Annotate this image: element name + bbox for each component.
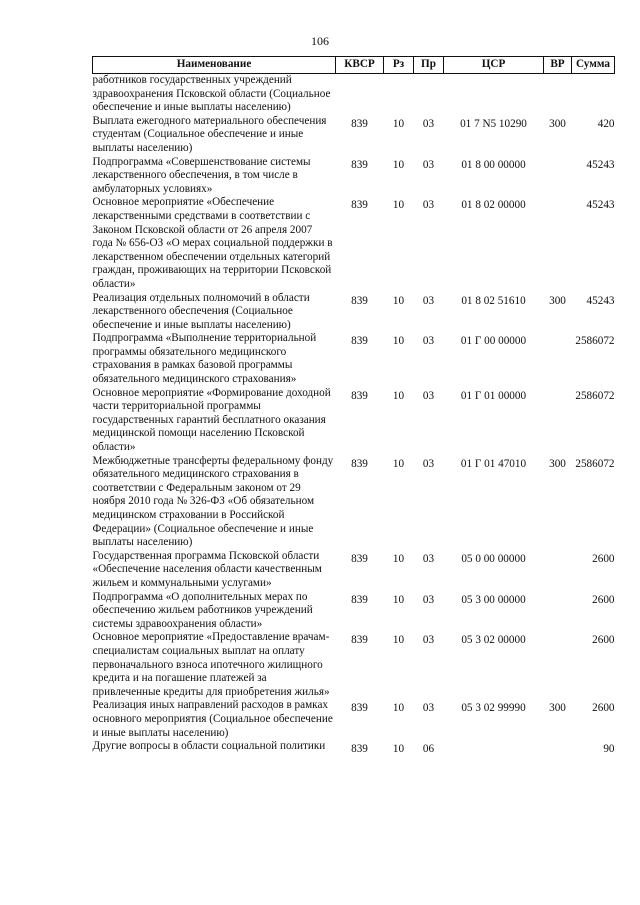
table-row (93, 156, 615, 197)
row-rz: 10 (392, 702, 405, 715)
row-sum: 420 (597, 117, 615, 130)
row-name: Другие вопросы в области социальной политики (92, 740, 326, 753)
row-kvsr (336, 74, 384, 115)
row-sum: 2586072 (575, 457, 615, 470)
header-vr: ВР (544, 57, 572, 74)
row-kvsr: 839 (351, 199, 368, 212)
row-rz: 10 (392, 294, 405, 307)
header-rz: Рз (384, 57, 414, 74)
row-name: Подпрограмма «О дополнительных мерах по обеспечению жильем работников учреждений системы здравоохранения области» (92, 590, 313, 630)
table-row (93, 196, 615, 291)
row-csr: 01 Г 01 00000 (460, 389, 527, 402)
row-csr: 05 3 02 00000 (461, 634, 526, 647)
row-pr: 03 (422, 593, 435, 606)
row-pr: 03 (422, 389, 435, 402)
row-sum (572, 74, 615, 115)
row-rz: 10 (392, 457, 405, 470)
row-rz: 10 (392, 117, 405, 130)
table-row (93, 631, 615, 699)
row-name: Государственная программа Псковской области «Обеспечение населения области качественным жильем и коммунальными услугами» (92, 549, 322, 589)
row-csr (444, 74, 544, 115)
table-row (93, 387, 615, 455)
row-csr: 01 Г 01 47010 (460, 457, 527, 470)
budget-table (92, 56, 615, 757)
table-row (93, 550, 615, 591)
row-pr: 03 (422, 199, 435, 212)
row-kvsr: 839 (351, 702, 368, 715)
row-rz: 10 (392, 335, 405, 348)
row-kvsr: 839 (351, 743, 368, 756)
row-csr: 01 7 N5 10290 (460, 117, 527, 130)
row-rz: 10 (392, 199, 405, 212)
row-rz: 10 (392, 552, 405, 565)
row-rz: 10 (392, 593, 405, 606)
row-sum: 45243 (586, 294, 615, 307)
row-sum: 2586072 (575, 389, 615, 402)
row-pr: 03 (422, 634, 435, 647)
row-sum: 2600 (592, 702, 615, 715)
header-pr: Пр (414, 57, 444, 74)
row-vr: 300 (549, 117, 566, 130)
row-pr: 03 (422, 552, 435, 565)
row-vr (544, 156, 572, 197)
row-pr: 03 (422, 335, 435, 348)
row-kvsr: 839 (351, 335, 368, 348)
header-name: Наименование (93, 57, 336, 74)
row-sum: 90 (603, 743, 615, 756)
row-vr (544, 74, 572, 115)
row-name: Реализация иных направлений расходов в рамках основного мероприятия (Социальное обеспечение и иные выплаты населению) (92, 699, 333, 739)
row-vr (544, 196, 572, 291)
row-rz (384, 74, 414, 115)
table-row (93, 591, 615, 632)
row-csr: 01 8 02 00000 (461, 199, 526, 212)
row-vr (544, 631, 572, 699)
row-name: Реализация отдельных полномочий в области лекарственного обеспечения (Социальное обеспечение и иные выплаты населению) (92, 291, 310, 331)
table-row (93, 699, 615, 740)
table-header (93, 57, 615, 74)
row-name: Выплата ежегодного материального обеспечения студентам (Социальное обеспечение и иные выплаты населению) (92, 114, 327, 154)
row-vr: 300 (549, 457, 566, 470)
header-kvsr: КВСР (336, 57, 384, 74)
table-row (93, 455, 615, 550)
row-sum: 2600 (592, 634, 615, 647)
row-vr: 300 (549, 702, 566, 715)
row-rz: 10 (392, 389, 405, 402)
table-row (93, 332, 615, 386)
row-pr: 03 (422, 702, 435, 715)
row-name: Основное мероприятие «Предоставление врачам-специалистам социальных выплат на оплату первоначального взноса ипотечного жилищного кредита и на погашение платежей за привлеченные кредиты для приобретения жилья» (92, 631, 330, 698)
table-row (93, 115, 615, 156)
table-body (93, 74, 615, 757)
row-kvsr: 839 (351, 294, 368, 307)
row-kvsr: 839 (351, 457, 368, 470)
row-rz: 10 (392, 743, 405, 756)
table-row (93, 740, 615, 757)
row-csr: 05 0 00 00000 (461, 552, 526, 565)
header-sum: Сумма (572, 57, 615, 74)
row-csr: 05 3 00 00000 (461, 593, 526, 606)
row-vr (544, 740, 572, 757)
table-row (93, 74, 615, 115)
header-csr: ЦСР (444, 57, 544, 74)
row-name: Основное мероприятие «Обеспечение лекарственными средствами в соответствии с Законом Псковской области от 26 апреля 2007 года № 656-ОЗ «О мерах социальной поддержки в лекарственном обеспечении отдельных категорий граждан, проживающих на территории Псковской области» (92, 196, 333, 290)
row-kvsr: 839 (351, 158, 368, 171)
row-name: Подпрограмма «Выполнение территориальной программы обязательного медицинского страхования в рамках базовой программы обязательного медицинского страхования» (92, 332, 317, 386)
row-vr (544, 387, 572, 455)
row-kvsr: 839 (351, 117, 368, 130)
row-csr: 01 8 00 00000 (461, 158, 526, 171)
row-name: работников государственных учреждений здравоохранения Псковской области (Социальное обеспечение и иные выплаты населению) (92, 74, 331, 114)
row-sum: 45243 (586, 158, 615, 171)
row-vr (544, 550, 572, 591)
row-pr: 06 (422, 743, 435, 756)
row-csr: 05 3 02 99990 (461, 702, 526, 715)
row-kvsr: 839 (351, 389, 368, 402)
row-csr (444, 740, 544, 757)
row-pr: 03 (422, 158, 435, 171)
row-name: Подпрограмма «Совершенствование системы лекарственного обеспечения, в том числе в амбулаторных условиях» (92, 155, 311, 195)
row-name: Межбюджетные трансферты федеральному фонду обязательного медицинского страхования в соответствии с Федеральным законом от 29 ноября 2010 года № 326-ФЗ «Об обязательном медицинском страховании в Российской Федерации» (Социальное обеспечение и иные выплаты населению) (92, 454, 334, 549)
row-rz: 10 (392, 158, 405, 171)
row-kvsr: 839 (351, 634, 368, 647)
row-csr: 01 Г 00 00000 (460, 335, 527, 348)
row-vr (544, 332, 572, 386)
row-sum: 2600 (592, 552, 615, 565)
row-kvsr: 839 (351, 593, 368, 606)
row-name: Основное мероприятие «Формирование доходной части территориальной программы государственных гарантий бесплатного оказания медицинской помощи населению Псковской области» (92, 386, 331, 454)
row-sum: 45243 (586, 199, 615, 212)
row-csr: 01 8 02 51610 (461, 294, 526, 307)
row-vr (544, 591, 572, 632)
row-pr (414, 74, 444, 115)
row-pr: 03 (422, 117, 435, 130)
table-row (93, 292, 615, 333)
row-sum: 2586072 (575, 335, 615, 348)
row-sum: 2600 (592, 593, 615, 606)
row-vr: 300 (549, 294, 566, 307)
row-pr: 03 (422, 457, 435, 470)
page-number: 106 (311, 34, 329, 48)
row-rz: 10 (392, 634, 405, 647)
row-pr: 03 (422, 294, 435, 307)
row-kvsr: 839 (351, 552, 368, 565)
